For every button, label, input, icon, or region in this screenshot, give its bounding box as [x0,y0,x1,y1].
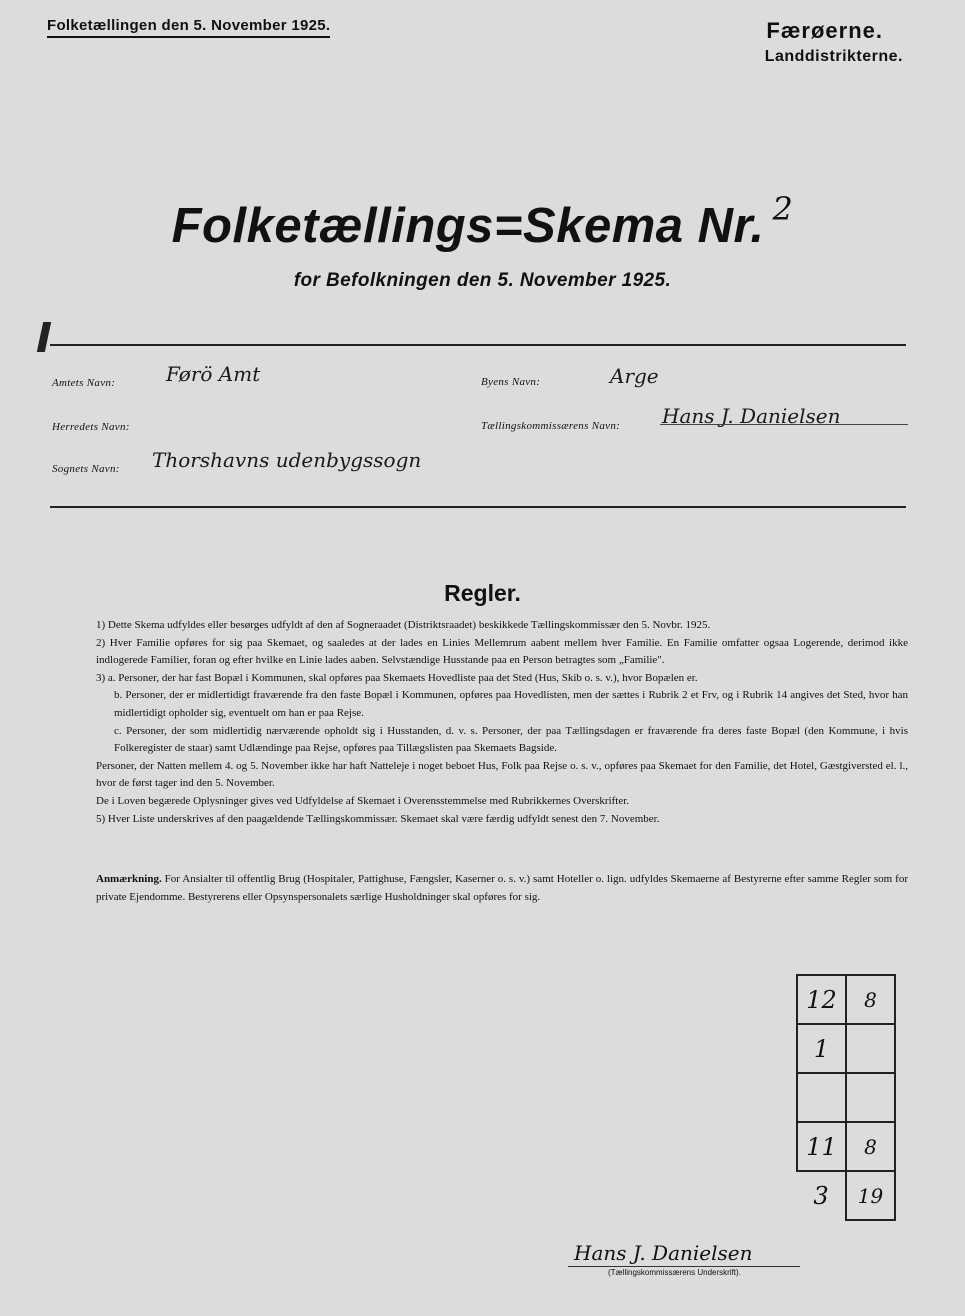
tally-row [797,1122,895,1171]
region-title: Færøerne. [766,18,883,43]
annotation-text: For Ansialter til offentlig Brug (Hospitaler, Pattighuse, Fængsler, Kaserner o. s. v.) samt Hoteller o. lign. udfyldes Skemaerne af Bestyrerne efter samme Regler som for private Ejendomme. Bestyrerens eller Opsynspersonalets særlige Husholdninger skal opføres for sig. [96,873,909,903]
kommissaer-value: Hans J. Danielsen [662,404,841,428]
tally-row [797,1171,895,1220]
rule-2: 2) Hver Familie opføres for sig paa Skemaet, og saaledes at der lades en Linies Mellemrum aabent mellem hver Familie. En Familie omfatter ogsaa Logerende, derimod ikke indlogerede Familier, foran og efter hvilke en Linie lades aaben. Selvstændige Husstande paa en Person betragtes som „Familie". [96,636,908,667]
amt-value: Førö Amt [166,362,261,386]
tally-row [797,1024,895,1073]
tally-cell: 11 [797,1122,846,1171]
divider-top [50,344,906,346]
region-subtitle: Landdistrikterne. [764,48,903,65]
tally-cell: 12 [797,975,846,1024]
kommissaer-underline [660,424,908,425]
rule-3d: Personer, der Natten mellem 4. og 5. November ikke har haft Natteleje i noget beboet Hus, Folk paa Rejse o. s. v., opføres paa Skemaet for den Familie, det Hotel, Gæstgiversted el. l., hvor de først tager ind den 5. November. [96,759,908,790]
annotation-block [52,870,908,906]
tally-cell: 19 [846,1171,895,1220]
commissioner-signature: Hans J. Danielsen [574,1241,753,1265]
tally-cell: 8 [846,975,895,1024]
form-subtitle: for Befolkningen den 5. November 1925. [293,270,672,291]
sogn-label: Sognets Navn: [52,463,120,475]
rules-heading: Regler. [444,580,521,606]
tally-cell [846,1073,895,1122]
signature-caption: (Tællingskommissærens Underskrift). [608,1268,741,1277]
form-number-handwritten: 2 [772,190,794,228]
rules-list [52,617,908,828]
margin-mark [37,322,51,352]
form-title-text: Folketællings=Skema Nr. [171,199,765,253]
sogn-value: Thorshavns udenbygssogn [152,448,422,472]
by-value: Arge [610,364,659,388]
tally-table [796,974,896,1221]
rule-1: 1) Dette Skema udfyldes eller besørges udfyldt af den af Sogneraadet (Distriktsraadet) beskikkede Tællingskommissær den 5. Novbr. 1925. [96,619,711,631]
tally-cell [797,1073,846,1122]
rule-3a: 3) a. Personer, der har fast Bopæl i Kommunen, skal opføres paa Skemaets Hovedliste paa det Sted (Hus, Skib o. s. v.), hvor Bopælen er. [96,671,698,684]
rule-4: De i Loven begærede Oplysninger gives ved Udfyldelse af Skemaet i Overensstemmelse med Rubrikkernes Overskrifter. [96,794,630,807]
tally-box [796,974,896,1221]
tally-cell: 8 [846,1122,895,1171]
kommissaer-label: Tællingskommissærens Navn: [481,420,621,432]
tally-row [797,975,895,1024]
census-date-heading: Folketællingen den 5. November 1925. [47,17,330,38]
amt-label: Amtets Navn: [52,377,116,389]
herred-label: Herredets Navn: [52,421,130,433]
signature-line [568,1266,800,1267]
tally-cell: 3 [813,1182,829,1210]
rule-3b: b. Personer, der er midlertidigt fraværende fra den faste Bopæl i Kommunen, opføres paa Hovedlisten, men der sættes i Rubrik 2 et Frv, og i Rubrik 14 angives det Sted, hvor han midlertidigt opholder sig, eventuelt om han er paa Rejse. [114,689,908,719]
annotation-label: Anmærkning. [96,873,162,885]
tally-cell: 1 [797,1024,846,1073]
divider-bottom [50,506,906,508]
rule-5: 5) Hver Liste underskrives af den paagældende Tællingskommissær. Skemaet skal være færdig udfyldt senest den 7. November. [96,812,660,825]
tally-cell [846,1024,895,1073]
by-label: Byens Navn: [481,376,541,388]
form-title [0,190,965,254]
tally-row [797,1073,895,1122]
rule-3c: c. Personer, der som midlertidig nærværende opholdt sig i Husstanden, d. v. s. Personer, der paa Tællingsdagen er fraværende fra deres faste Bopæl (den Kommune, i hvis Folkeregister de staar) samt Udlændinge paa Rejse, opføres paa Tillægslisten paa Skemaets Bagside. [114,724,908,755]
